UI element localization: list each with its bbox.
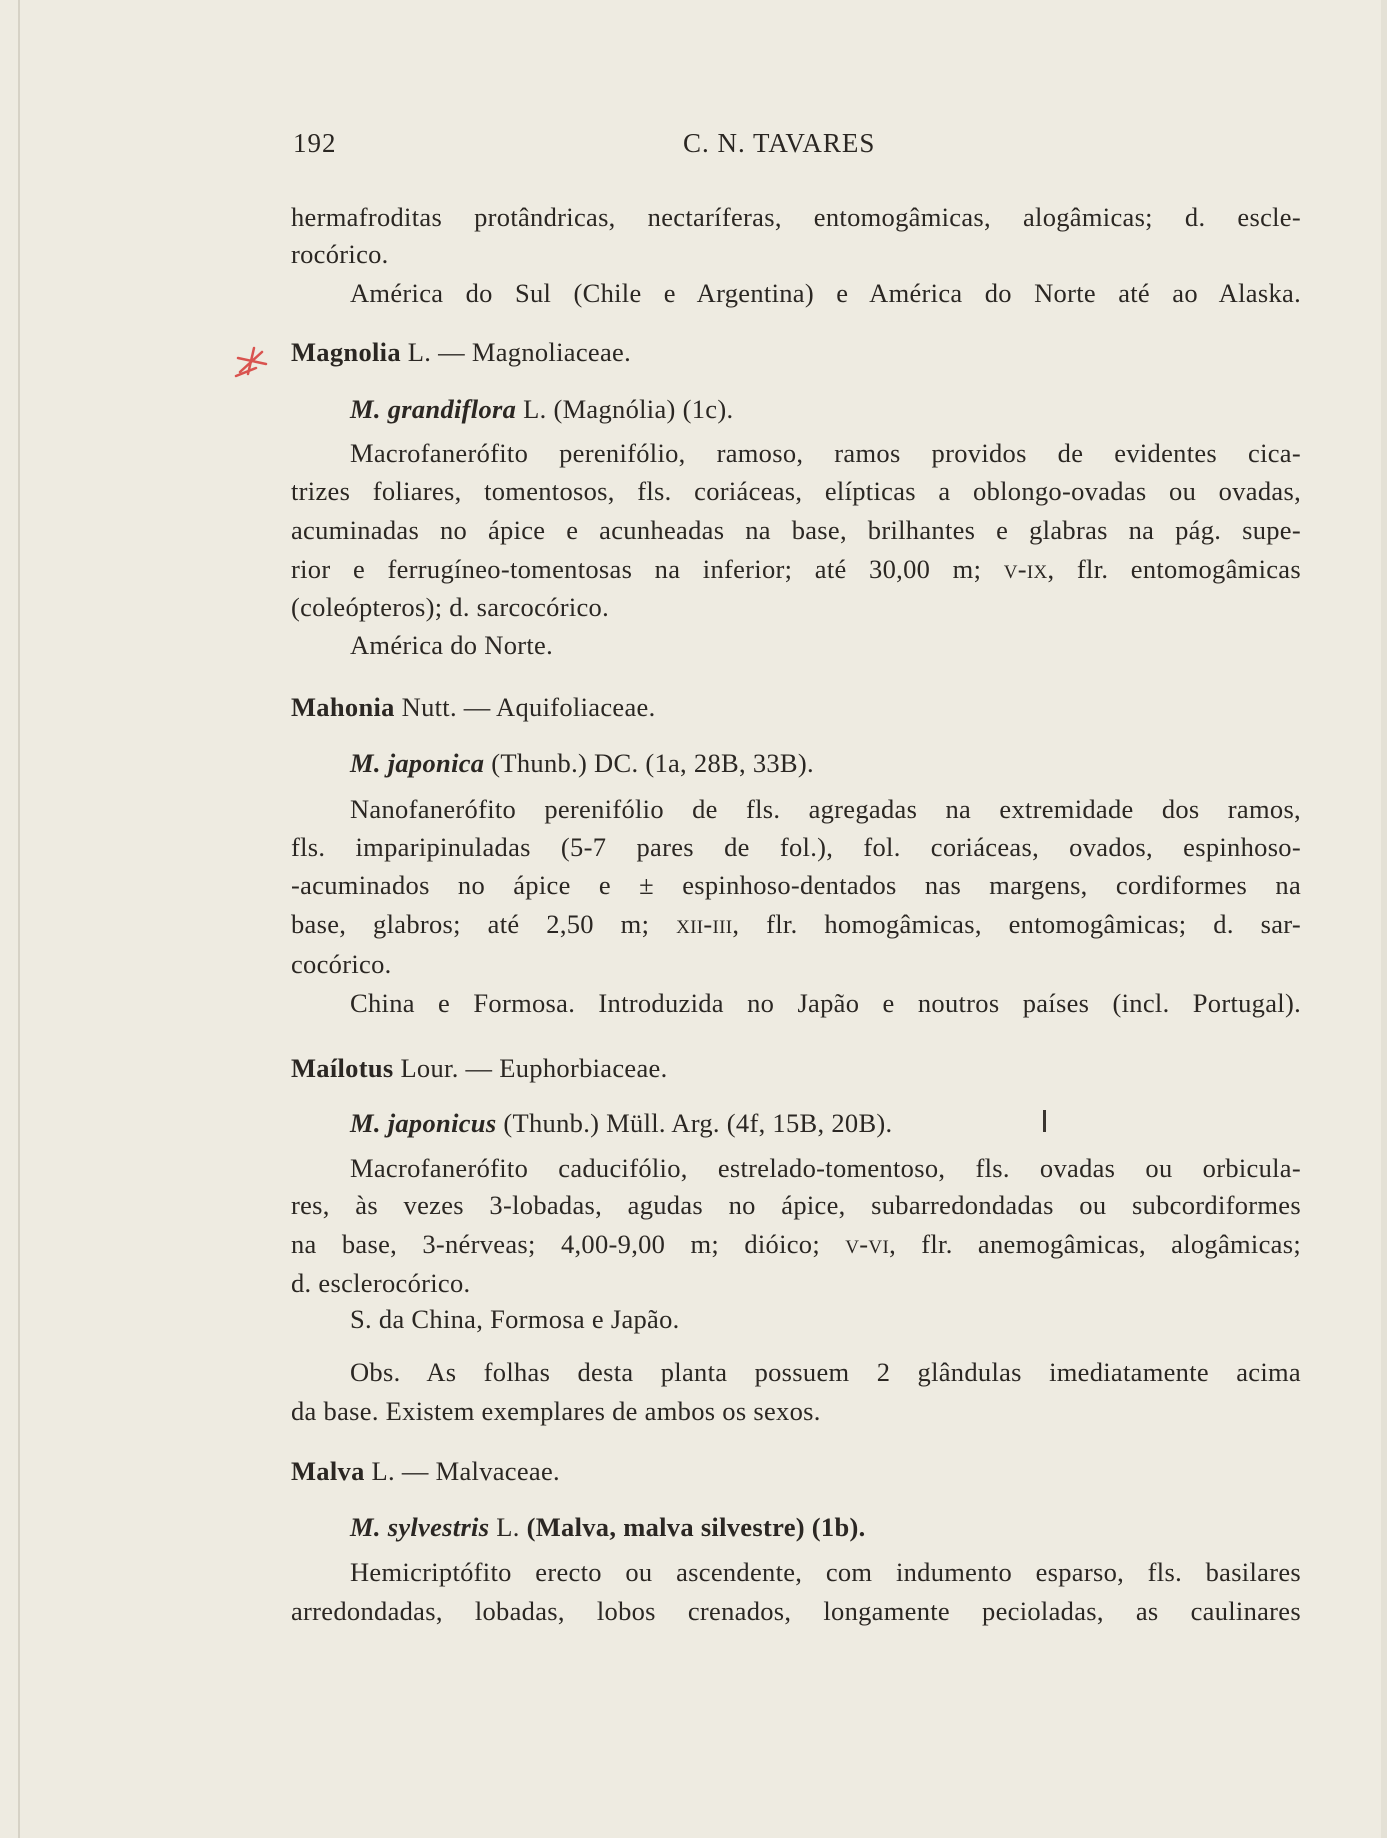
text-segment: Macrofanerófito caducifólio, estrelado-tomentoso, fls. ovadas ou orbicula- (350, 1153, 1301, 1183)
description (291, 867, 1301, 903)
text-segment: arredondadas, lobadas, lobos crenados, longamente pecioladas, as caulinares (291, 1596, 1301, 1626)
bold-text: Mahonia (291, 692, 395, 722)
small-caps-month-range: v-vi (845, 1229, 890, 1259)
species-heading-mahonia-japonica (350, 745, 1301, 781)
small-caps-month-range: v-ix (1003, 554, 1048, 584)
text-segment: América do Norte. (350, 630, 554, 660)
bold-text: (Malva, malva silvestre) (1b). (526, 1512, 866, 1542)
text-segment: América do Sul (Chile e Argentina) e América do Norte até ao Alaska. (350, 278, 1301, 308)
text-segment: (coleópteros); d. sarcocórico. (291, 592, 610, 622)
text-segment: d. esclerocórico. (291, 1268, 471, 1298)
description (291, 589, 1301, 625)
text-segment: na base, 3-nérveas; 4,00-9,00 m; dióico; (291, 1229, 846, 1259)
bold-text: Magnolia (291, 337, 401, 367)
observation (291, 1393, 1301, 1429)
page-edge-right (1381, 0, 1387, 1838)
text-segment: acuminadas no ápice e acunheadas na base, brilhantes e glabras na pág. supe- (291, 515, 1301, 545)
text-segment: (Thunb.) DC. (1a, 28B, 33B). (484, 748, 814, 778)
text-segment: hermafroditas protândricas, nectaríferas, entomogâmicas, alogâmicas; d. escle- (291, 202, 1301, 232)
text-segment: Nutt. — Aquifoliaceae. (394, 692, 656, 722)
distribution (350, 627, 1301, 663)
genus-heading-mallotus (291, 1050, 1301, 1086)
description (291, 829, 1301, 865)
genus-heading-malva (291, 1453, 1301, 1489)
distribution (350, 985, 1301, 1021)
line-continuation (291, 236, 1301, 272)
bold-text: Malva (291, 1456, 365, 1486)
observation (350, 1354, 1301, 1390)
text-segment: Nanofanerófito perenifólio de fls. agregadas na extremidade dos ramos, (350, 794, 1301, 824)
text-segment: , flr. homogâmicas, entomogâmicas; d. sar- (732, 909, 1301, 939)
text-segment: cocórico. (291, 949, 392, 979)
genus-heading-mahonia (291, 689, 1301, 725)
text-segment: trizes foliares, tomentosos, fls. coriáceas, elípticas a oblongo-ovadas ou ovadas, (291, 476, 1301, 506)
text-segment: (Thunb.) Müll. Arg. (4f, 15B, 20B). (496, 1108, 893, 1138)
italic-taxon-name: M. grandiflora (350, 394, 517, 424)
running-header-author: C. N. TAVARES (683, 128, 876, 158)
distribution (350, 1301, 1301, 1337)
species-heading-mallotus-japonicus (350, 1105, 1301, 1141)
text-segment: , flr. anemogâmicas, alogâmicas; (889, 1229, 1301, 1259)
red-asterisk-annotation-icon (232, 344, 272, 378)
page-number: 192 (293, 128, 337, 158)
species-heading-magnolia-grandiflora (350, 391, 1301, 427)
text-segment: Obs. As folhas desta planta possuem 2 glândulas imediatamente acima (350, 1357, 1301, 1387)
description (350, 435, 1301, 471)
description (291, 946, 1301, 982)
text-segment: China e Formosa. Introduzida no Japão e noutros países (incl. Portugal). (350, 988, 1301, 1018)
description (291, 512, 1301, 548)
small-caps-month-range: xii-iii (676, 909, 733, 939)
bold-text: Maílotus (291, 1053, 394, 1083)
description (291, 1593, 1301, 1629)
text-segment: Lour. — Euphorbiaceae. (393, 1053, 668, 1083)
description (350, 1554, 1301, 1590)
species-heading-malva-sylvestris (350, 1509, 1301, 1545)
description (291, 1226, 1301, 1262)
text-segment: res, às vezes 3-lobadas, agudas no ápice, subarredondadas ou subcordiformes (291, 1190, 1301, 1220)
text-segment: L. — Malvaceae. (364, 1456, 560, 1486)
description (350, 791, 1301, 827)
text-segment: base, glabros; até 2,50 m; (291, 909, 677, 939)
description (291, 1265, 1301, 1301)
genus-heading-magnolia (291, 334, 1301, 370)
text-segment: Macrofanerófito perenifólio, ramoso, ramos providos de evidentes cica- (350, 438, 1301, 468)
text-segment: L. (489, 1512, 527, 1542)
text-segment: , flr. entomogâmicas (1047, 554, 1301, 584)
text-segment: -acuminados no ápice e ± espinhoso-dentados nas margens, cordiformes na (291, 870, 1301, 900)
italic-taxon-name: M. japonica (350, 748, 485, 778)
description (350, 1150, 1301, 1186)
text-segment: fls. imparipinuladas (5-7 pares de fol.), fol. coriáceas, ovados, espinhoso- (291, 832, 1301, 862)
text-segment: da base. Existem exemplares de ambos os sexos. (291, 1396, 821, 1426)
italic-taxon-name: M. japonicus (350, 1108, 497, 1138)
italic-taxon-name: M. sylvestris (350, 1512, 490, 1542)
description (291, 473, 1301, 509)
description (291, 1187, 1301, 1223)
distribution (350, 275, 1301, 311)
description (291, 906, 1301, 942)
text-segment: L. (Magnólia) (1c). (516, 394, 734, 424)
page-edge (18, 0, 20, 1838)
text-segment: S. da China, Formosa e Japão. (350, 1304, 680, 1334)
text-segment: rocórico. (291, 239, 389, 269)
description (291, 551, 1301, 587)
text-segment: rior e ferrugíneo-tomentosas na inferior; até 30,00 m; (291, 554, 1004, 584)
text-segment: Hemicriptófito erecto ou ascendente, com indumento esparso, fls. basilares (350, 1557, 1301, 1587)
line-continuation (291, 199, 1301, 235)
text-segment: L. — Magnoliaceae. (400, 337, 631, 367)
